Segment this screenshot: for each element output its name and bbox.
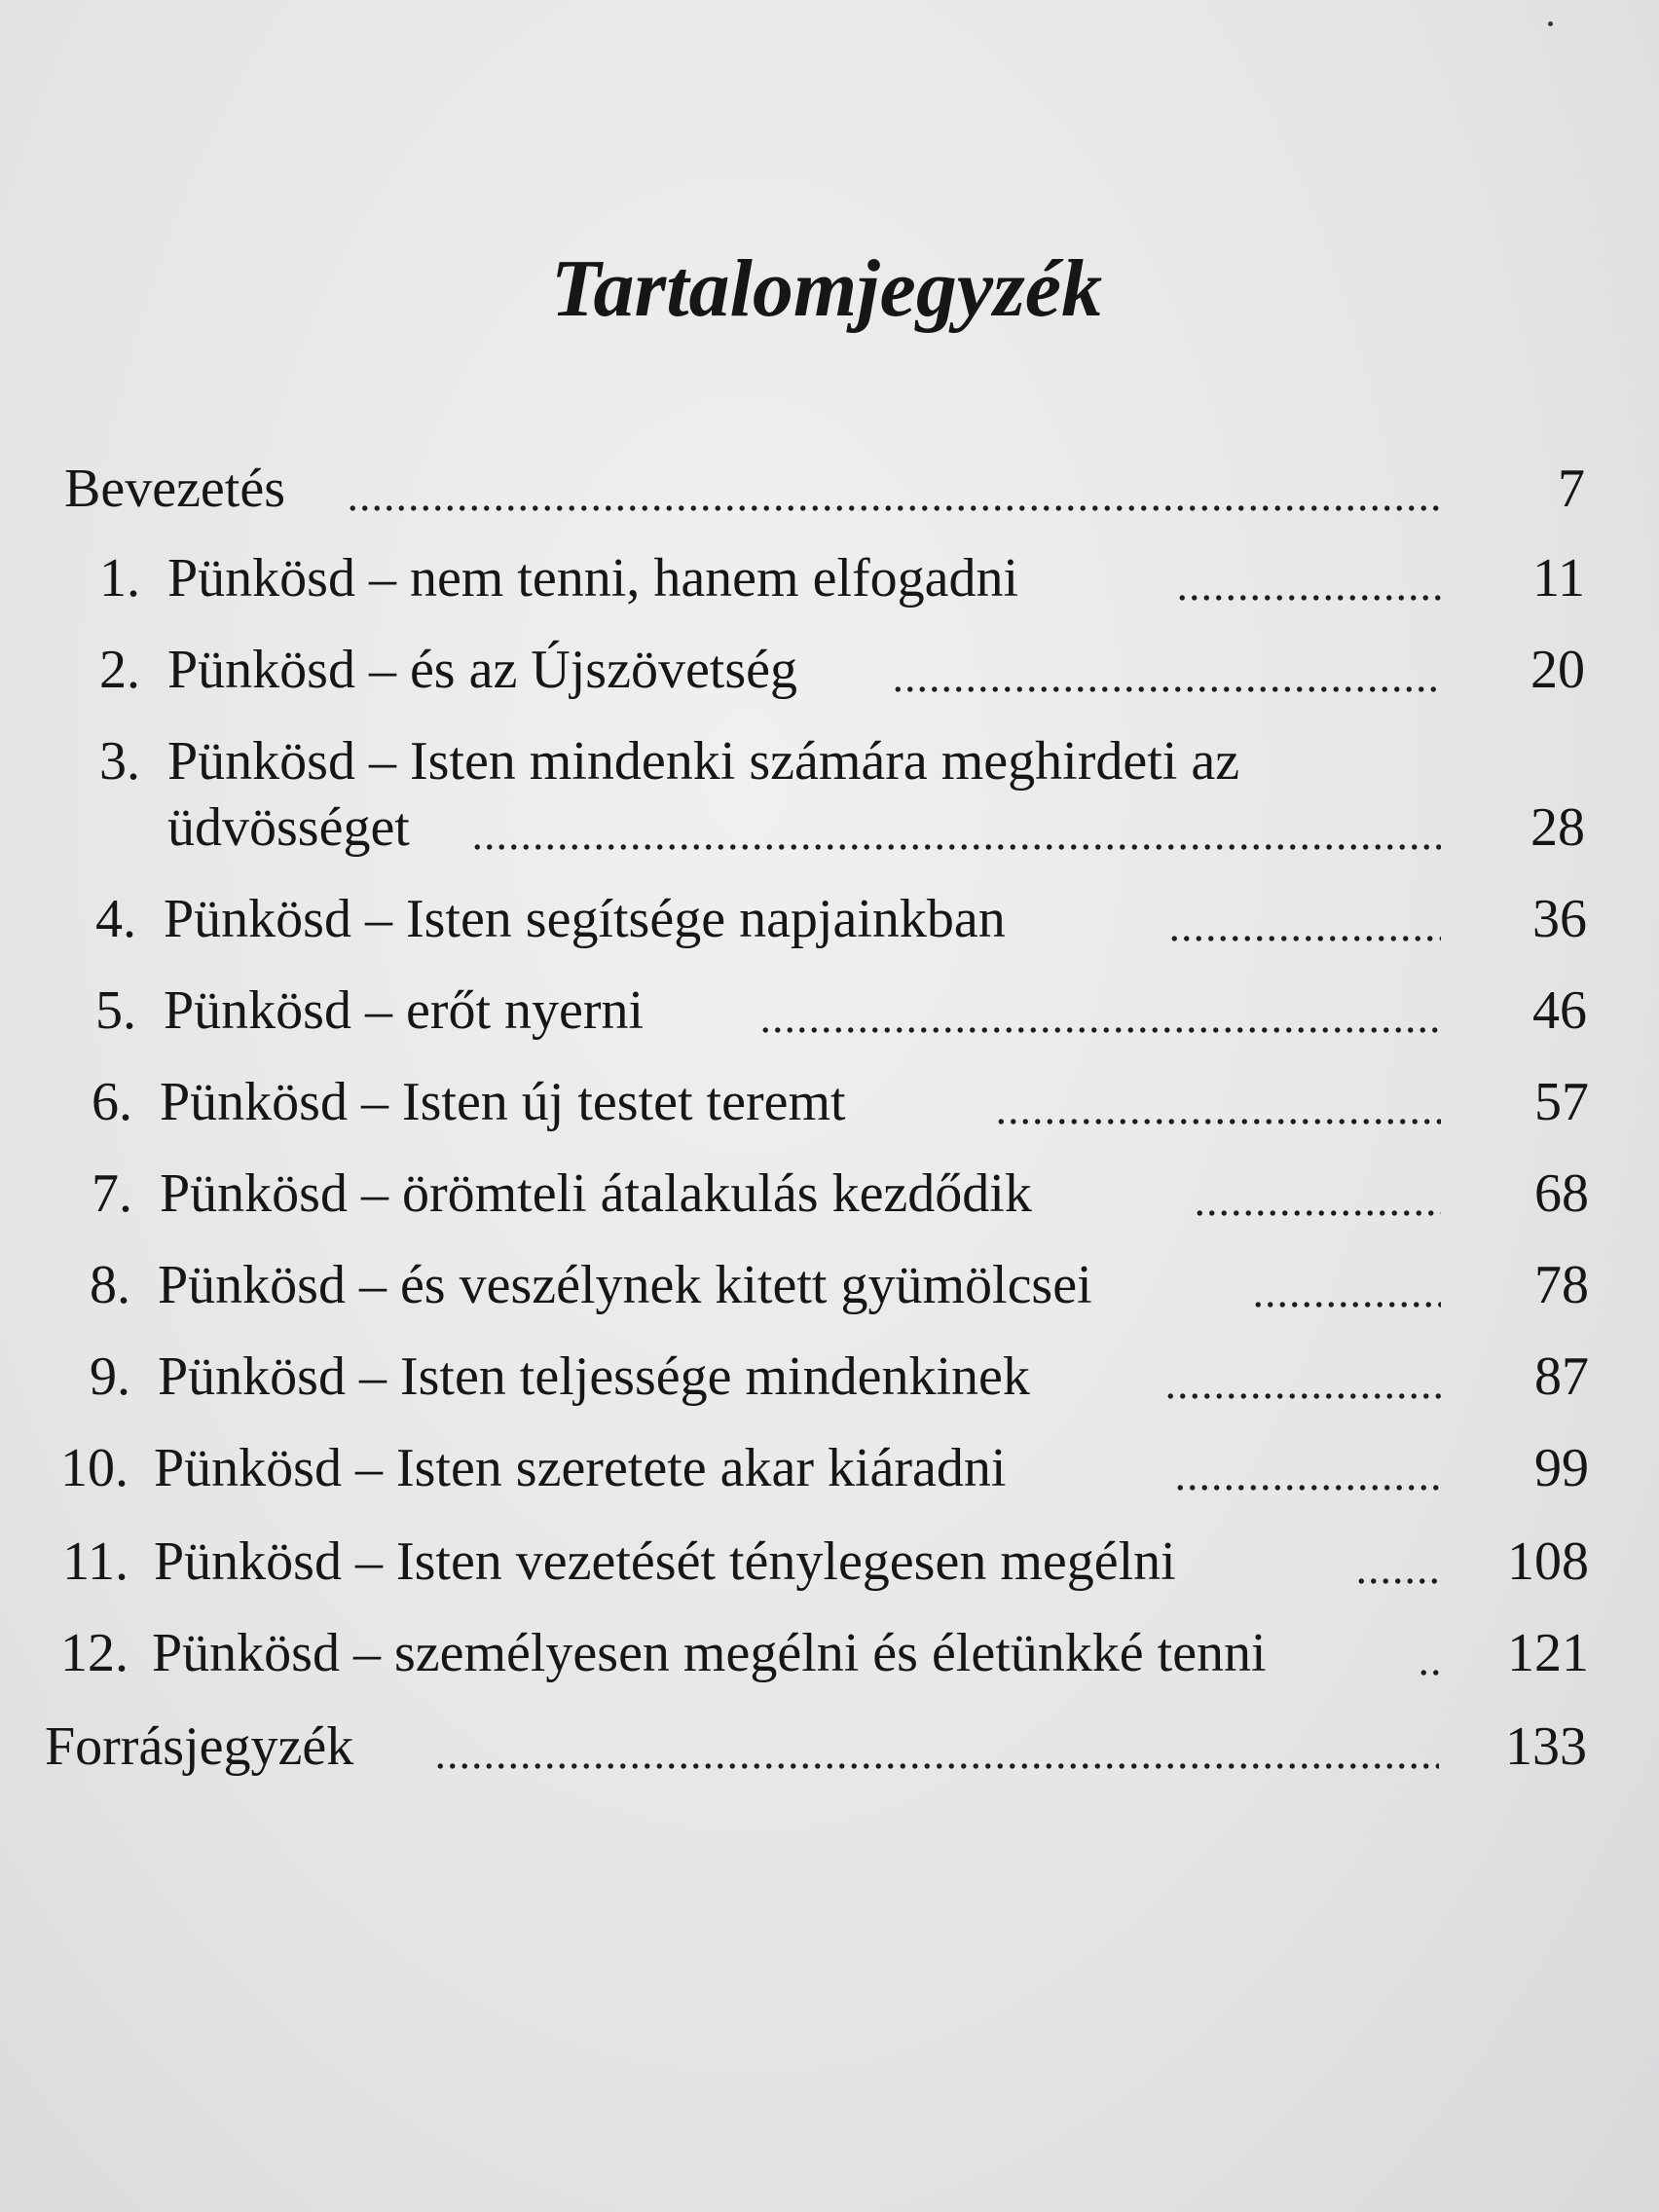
toc-entry-label: Pünkösd – Isten mindenki számára meghirdeti az [167, 731, 1240, 792]
toc-entry-label: Pünkösd – örömteli átalakulás kezdődik [160, 1163, 1032, 1224]
toc-entry-number: 9. [90, 1346, 130, 1407]
dot-leader [1168, 935, 1441, 942]
toc-entry-number: 1. [99, 548, 140, 608]
toc-entry-label: Bevezetés [64, 459, 285, 519]
toc-entry-page: 28 [1530, 797, 1585, 858]
toc-entry-number: 7. [92, 1163, 132, 1224]
toc-entry-label: Pünkösd – Isten teljessége mindenkinek [158, 1346, 1030, 1407]
toc-entry-number: 2. [99, 640, 140, 700]
toc-entry-label-continued: üdvösséget [167, 797, 410, 858]
toc-entry-label: Pünkösd – és az Újszövetség [167, 640, 798, 700]
toc-entry-label: Pünkösd – Isten szeretete akar kiáradni [154, 1438, 1007, 1498]
toc-entry-label: Pünkösd – és veszélynek kitett gyümölcsei [158, 1255, 1092, 1315]
dot-leader [1194, 1209, 1441, 1217]
dot-leader [1418, 1669, 1439, 1677]
toc-entry-label: Pünkösd – Isten segítsége napjainkban [164, 889, 1006, 949]
toc-entry-page: 99 [1534, 1438, 1589, 1498]
toc-entry-page: 46 [1532, 980, 1587, 1041]
toc-entry-label: Pünkösd – erőt nyerni [164, 980, 645, 1041]
dot-leader [1164, 1392, 1441, 1400]
toc-entry-page: 68 [1534, 1163, 1589, 1224]
toc-entry-page: 57 [1534, 1072, 1589, 1132]
toc-entry-label: Pünkösd – Isten vezetését ténylegesen megélni [154, 1531, 1176, 1592]
toc-entry-number: 5. [95, 980, 136, 1041]
dot-leader [759, 1026, 1441, 1034]
toc-entry-page: 7 [1558, 459, 1585, 519]
toc-entry-page: 78 [1534, 1255, 1589, 1315]
dot-leader [1355, 1577, 1441, 1585]
page-title: Tartalomjegyzék [550, 243, 1103, 334]
dot-leader [1174, 1484, 1441, 1492]
dot-leader [471, 843, 1441, 851]
toc-entry-number: 8. [90, 1255, 130, 1315]
toc-entry-label: Forrásjegyzék [45, 1716, 354, 1777]
toc-entry-label: Pünkösd – személyesen megélni és életünkké tenni [152, 1623, 1267, 1683]
toc-entry-label: Pünkösd – Isten új testet teremt [160, 1072, 846, 1132]
toc-entry-label: Pünkösd – nem tenni, hanem elfogadni [167, 548, 1019, 608]
toc-entry-page: 87 [1534, 1346, 1589, 1407]
toc-entry-page: 121 [1507, 1623, 1589, 1683]
toc-entry-page: 133 [1505, 1716, 1587, 1777]
toc-entry-page: 36 [1532, 889, 1587, 949]
dot-leader [995, 1118, 1441, 1125]
dot-leader [892, 685, 1441, 693]
toc-entry-page: 108 [1507, 1531, 1589, 1592]
toc-entry-page: 11 [1532, 548, 1585, 608]
toc-entry-number: 4. [95, 889, 136, 949]
dot-leader [1252, 1301, 1441, 1309]
toc-entry-page: 20 [1530, 640, 1585, 700]
toc-entry-number: 10. [60, 1438, 129, 1498]
toc-entry-number: 11. [62, 1531, 129, 1592]
toc-entry-number: 3. [99, 731, 140, 792]
toc-entry-number: 12. [60, 1623, 129, 1683]
dot-leader [1176, 594, 1441, 602]
dot-leader [347, 504, 1441, 512]
toc-entry-number: 6. [92, 1072, 132, 1132]
dot-leader [434, 1762, 1439, 1770]
